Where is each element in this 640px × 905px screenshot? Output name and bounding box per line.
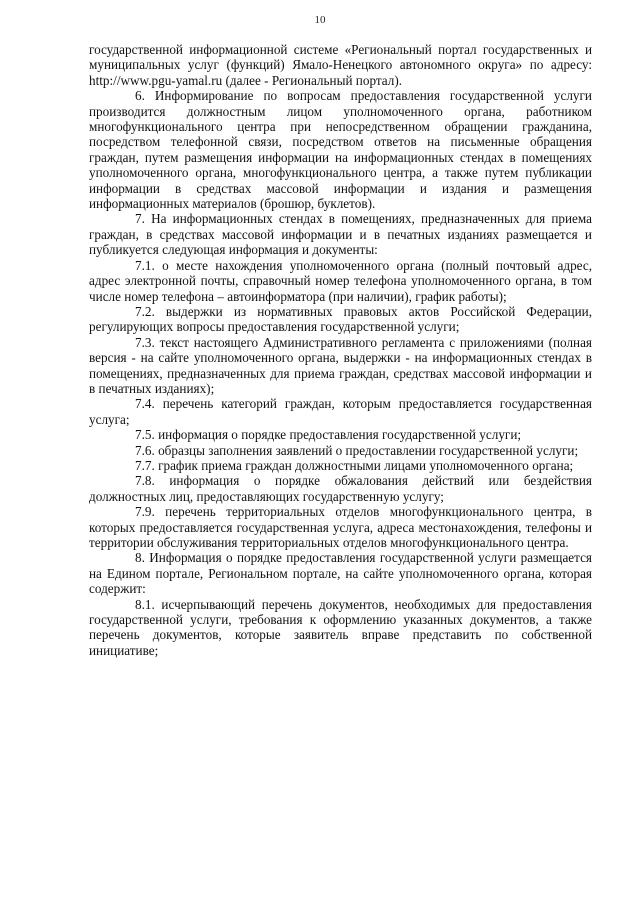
paragraph-item-7-2: 7.2. выдержки из нормативных правовых актов Российской Федерации, регулирующих вопросы предоставления государственной услуги; xyxy=(89,303,592,335)
paragraph-continuation: государственной информационной системе «Региональный портал государственных и муниципальных услуг (функций) Ямало-Ненецкого автономного округа» по адресу: http://www.pgu-yamal.ru (далее - Региональный портал). xyxy=(89,42,592,88)
paragraph-item-7-4: 7.4. перечень категорий граждан, которым предоставляется государственная услуга; xyxy=(89,396,592,427)
paragraph-item-7-3: 7.3. текст настоящего Административного регламента с приложениями (полная версия - на сайте уполномоченного органа, выдержки - на информационных стендах в помещениях, предназначенных для приема граждан, средствах массовой информации и в печатных изданиях); xyxy=(89,334,592,396)
paragraph-item-7-7: 7.7. график приема граждан должностными лицами уполномоченного органа; xyxy=(135,457,574,473)
paragraph-item-8-1: 8.1. исчерпывающий перечень документов, необходимых для предоставления государственной услуги, требования к оформлению указанных документов, а также перечень документов, которые заявитель вправе представить по собственной инициативе; xyxy=(89,596,592,658)
document-body xyxy=(89,42,592,658)
paragraph-item-7-6: 7.6. образцы заполнения заявлений о предоставлении государственной услуги; xyxy=(135,442,579,458)
paragraph-item-7-5: 7.5. информация о порядке предоставления государственной услуги; xyxy=(135,427,522,443)
paragraph-item-6: 6. Информирование по вопросам предоставления государственной услуги производится должностным лицом уполномоченного органа, работником многофункционального центра при непосредственном обращении гражданина, посредством телефонной связи, посредством ответов на письменные обращения граждан, путем размещения информации на информационных стендах в помещениях уполномоченного органа, многофункционального центра, а также путем публикации информации в средствах массовой информации и издания и размещения информационных материалов (брошюр, буклетов). xyxy=(89,88,592,212)
page-number: 10 xyxy=(314,14,326,26)
paragraph-item-7-8: 7.8. информация о порядке обжалования действий или бездействия должностных лиц, предоставляющих государственную услугу; xyxy=(89,473,592,504)
paragraph-item-8: 8. Информация о порядке предоставления государственной услуги размещается на Едином портале, Региональном портале, на сайте уполномоченного органа, которая содержит: xyxy=(89,550,592,597)
paragraph-item-7: 7. На информационных стендах в помещениях, предназначенных для приема граждан, в средствах массовой информации и в печатных изданиях размещается и публикуется следующая информация и документы: xyxy=(89,211,592,258)
paragraph-item-7-9: 7.9. перечень территориальных отделов многофункционального центра, в которых предоставляется государственная услуга, адреса местонахождения, телефоны и территории обслуживания территориальных отделов многофункционального центра. xyxy=(89,504,592,550)
paragraph-item-7-1: 7.1. о месте нахождения уполномоченного органа (полный почтовый адрес, адрес электронной почты, справочный номер телефона уполномоченного органа, в том числе номер телефона – автоинформатора (при наличии), график работы); xyxy=(89,257,592,304)
